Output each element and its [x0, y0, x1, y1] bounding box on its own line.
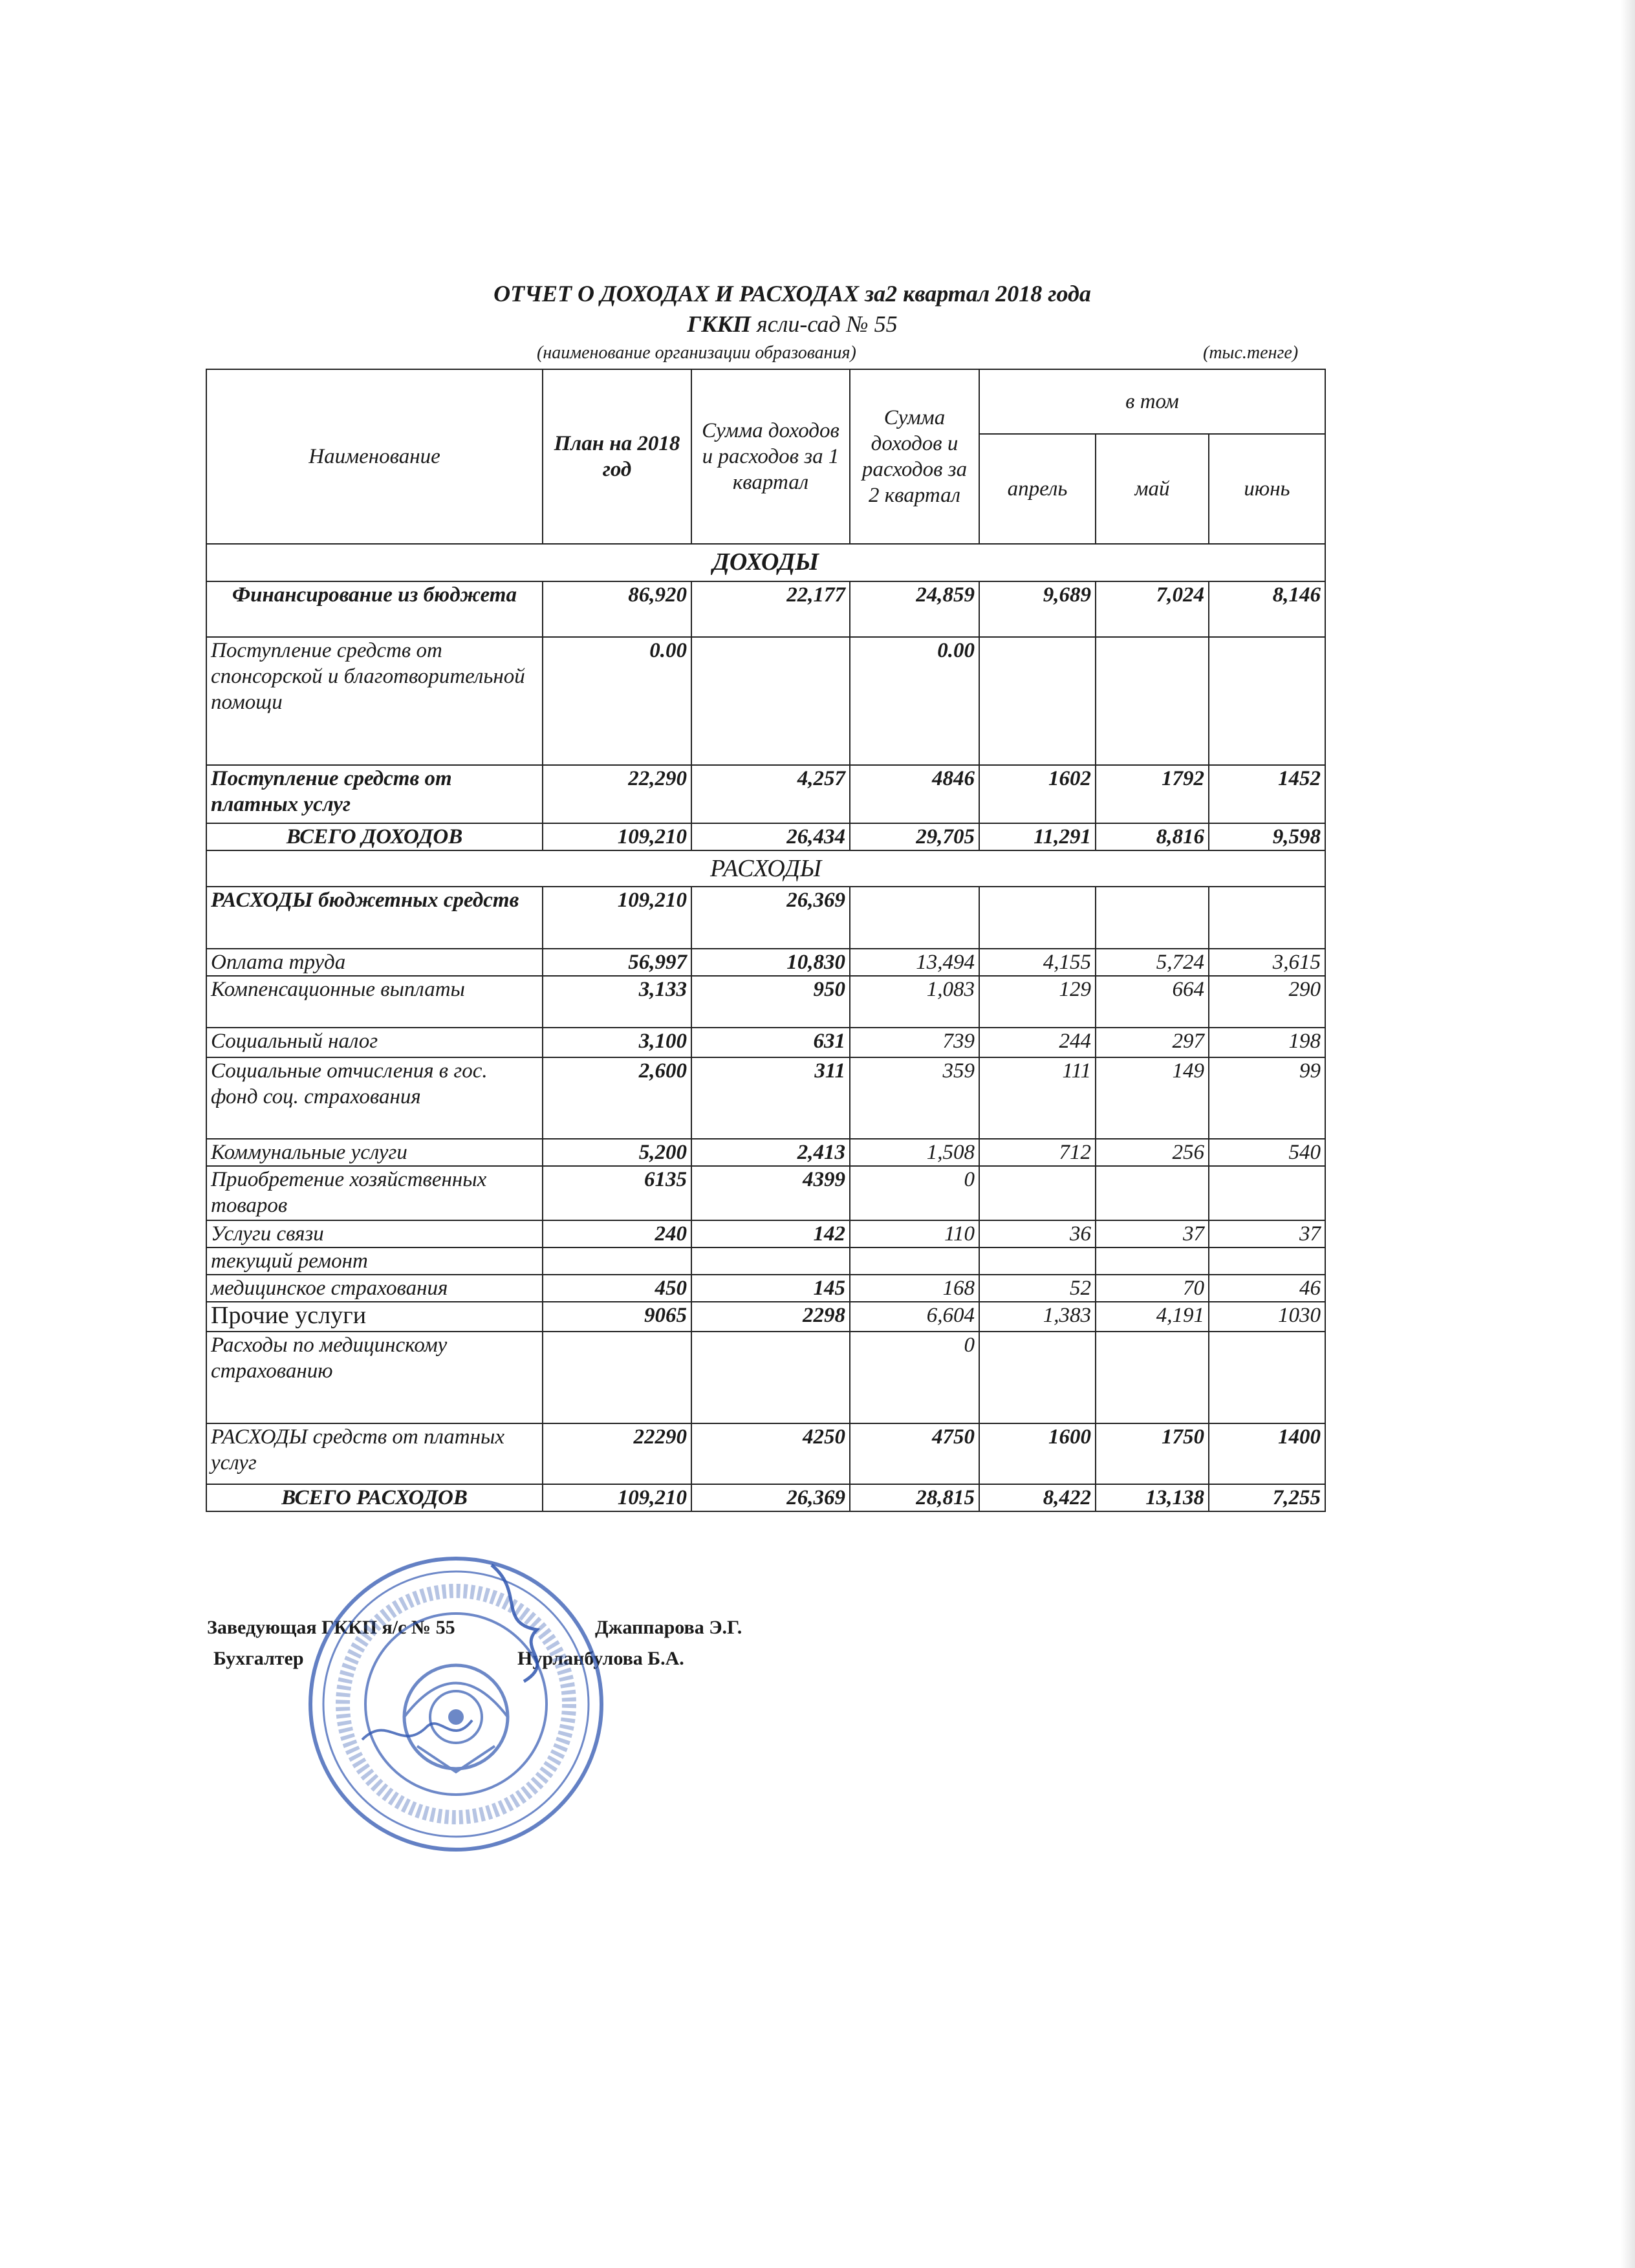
table-row	[206, 887, 1325, 949]
cell-april	[979, 1332, 1096, 1423]
row-name: Поступление средств от платных услуг	[206, 765, 543, 823]
cell-june: 37	[1209, 1220, 1325, 1247]
cell-april: 8,422	[979, 1484, 1096, 1511]
cell-may	[1096, 1332, 1209, 1423]
row-name: РАСХОДЫ средств от платных услуг	[206, 1423, 543, 1484]
row-name: Расходы по медицинскому страхованию	[206, 1332, 543, 1423]
cell-plan: 109,210	[543, 887, 691, 949]
cell-q1: 4250	[691, 1423, 850, 1484]
cell-q2: 359	[850, 1057, 979, 1139]
table-row	[206, 1423, 1325, 1484]
cell-plan: 22290	[543, 1423, 691, 1484]
cell-june: 8,146	[1209, 581, 1325, 637]
accountant-name: Нурланбулова Б.А.	[517, 1648, 684, 1669]
cell-april: 111	[979, 1057, 1096, 1139]
cell-april: 1600	[979, 1423, 1096, 1484]
col-header-plan: План на 2018 год	[543, 369, 691, 544]
row-name: ВСЕГО РАСХОДОВ	[206, 1484, 543, 1511]
cell-q2: 110	[850, 1220, 979, 1247]
cell-q2: 13,494	[850, 949, 979, 976]
stamp-middle-ring	[323, 1571, 589, 1837]
col-header-q2: Сумма доходов и расходов за 2 квартал	[850, 369, 979, 544]
cell-q1: 10,830	[691, 949, 850, 976]
cell-plan: 240	[543, 1220, 691, 1247]
row-name: Финансирование из бюджета	[206, 581, 543, 637]
cell-may: 5,724	[1096, 949, 1209, 976]
table-row-total	[206, 823, 1325, 850]
cell-may: 664	[1096, 976, 1209, 1028]
cell-june	[1209, 1332, 1325, 1423]
cell-q1	[691, 1332, 850, 1423]
cell-june: 46	[1209, 1275, 1325, 1302]
cell-april: 244	[979, 1028, 1096, 1057]
cell-plan: 2,600	[543, 1057, 691, 1139]
organization-line	[194, 309, 1391, 339]
cell-q2: 168	[850, 1275, 979, 1302]
cell-q2: 0.00	[850, 637, 979, 765]
table-row	[206, 1057, 1325, 1139]
cell-june: 1030	[1209, 1302, 1325, 1332]
cell-april: 52	[979, 1275, 1096, 1302]
cell-may	[1096, 1166, 1209, 1220]
col-header-in-that: в том	[979, 369, 1325, 434]
table-row	[206, 1275, 1325, 1302]
table-row	[206, 1028, 1325, 1057]
cell-q1	[691, 637, 850, 765]
cell-may: 37	[1096, 1220, 1209, 1247]
cell-q2: 28,815	[850, 1484, 979, 1511]
cell-q2: 1,508	[850, 1139, 979, 1166]
cell-q1: 4399	[691, 1166, 850, 1220]
row-name: ВСЕГО ДОХОДОВ	[206, 823, 543, 850]
cell-plan: 22,290	[543, 765, 691, 823]
cell-plan: 56,997	[543, 949, 691, 976]
table-row	[206, 1166, 1325, 1220]
cell-q1: 631	[691, 1028, 850, 1057]
col-header-may: май	[1096, 434, 1209, 544]
cell-q1: 2,413	[691, 1139, 850, 1166]
cell-may: 70	[1096, 1275, 1209, 1302]
cell-q1: 2298	[691, 1302, 850, 1332]
cell-plan: 109,210	[543, 823, 691, 850]
cell-may: 4,191	[1096, 1302, 1209, 1332]
cell-plan: 0.00	[543, 637, 691, 765]
cell-plan	[543, 1332, 691, 1423]
table-row	[206, 1247, 1325, 1275]
cell-q2: 4846	[850, 765, 979, 823]
cell-april: 4,155	[979, 949, 1096, 976]
cell-q1: 142	[691, 1220, 850, 1247]
table-row	[206, 765, 1325, 823]
head-title: Заведующая ГККП я/с № 55	[207, 1617, 455, 1638]
cell-may: 8,816	[1096, 823, 1209, 850]
table-row	[206, 1302, 1325, 1332]
cell-q1: 26,369	[691, 887, 850, 949]
table-row-total	[206, 1484, 1325, 1511]
cell-q1	[691, 1247, 850, 1275]
row-name: текущий ремонт	[206, 1247, 543, 1275]
section-expenses: РАСХОДЫ	[206, 850, 1325, 887]
head-name: Джаппарова Э.Г.	[595, 1617, 742, 1638]
table-row	[206, 581, 1325, 637]
cell-plan: 3,133	[543, 976, 691, 1028]
page-edge-shadow	[1621, 0, 1635, 2268]
cell-q2: 739	[850, 1028, 979, 1057]
cell-june: 198	[1209, 1028, 1325, 1057]
table-row	[206, 976, 1325, 1028]
cell-may	[1096, 887, 1209, 949]
cell-may: 13,138	[1096, 1484, 1209, 1511]
cell-plan: 3,100	[543, 1028, 691, 1057]
cell-q2: 4750	[850, 1423, 979, 1484]
cell-q1: 22,177	[691, 581, 850, 637]
cell-plan: 9065	[543, 1302, 691, 1332]
report-title: ОТЧЕТ О ДОХОДАХ И РАСХОДАХ за2 квартал 2018 года	[493, 281, 1091, 307]
org-note: (наименование организации образования)	[537, 343, 856, 363]
table-row	[206, 1332, 1325, 1423]
cell-may	[1096, 1247, 1209, 1275]
cell-plan: 86,920	[543, 581, 691, 637]
report-table	[206, 369, 1326, 1512]
cell-q2: 0	[850, 1166, 979, 1220]
cell-may: 7,024	[1096, 581, 1209, 637]
stamp-emblem	[404, 1665, 508, 1772]
stamp-text-band	[343, 1591, 569, 1817]
cell-q2: 6,604	[850, 1302, 979, 1332]
row-name: Компенсационные выплаты	[206, 976, 543, 1028]
col-header-q1: Сумма доходов и расходов за 1 квартал	[691, 369, 850, 544]
report-header	[194, 278, 1391, 339]
cell-june: 1452	[1209, 765, 1325, 823]
cell-april: 1,383	[979, 1302, 1096, 1332]
row-name: медицинское страхования	[206, 1275, 543, 1302]
cell-june: 7,255	[1209, 1484, 1325, 1511]
row-name: Прочие услуги	[206, 1302, 543, 1332]
cell-q2	[850, 887, 979, 949]
cell-june: 290	[1209, 976, 1325, 1028]
cell-may: 1792	[1096, 765, 1209, 823]
cell-q2: 1,083	[850, 976, 979, 1028]
official-stamp-seal	[304, 1552, 608, 1856]
cell-may: 1750	[1096, 1423, 1209, 1484]
cell-plan: 5,200	[543, 1139, 691, 1166]
row-name: РАСХОДЫ бюджетных средств	[206, 887, 543, 949]
row-name: Приобретение хозяйственных товаров	[206, 1166, 543, 1220]
cell-may	[1096, 637, 1209, 765]
row-name: Социальные отчисления в гос. фонд соц. страхования	[206, 1057, 543, 1139]
col-header-name: Наименование	[206, 369, 543, 544]
cell-may: 256	[1096, 1139, 1209, 1166]
cell-q1: 26,369	[691, 1484, 850, 1511]
table-row	[206, 637, 1325, 765]
cell-may: 149	[1096, 1057, 1209, 1139]
cell-plan: 109,210	[543, 1484, 691, 1511]
cell-june	[1209, 637, 1325, 765]
cell-april: 129	[979, 976, 1096, 1028]
org-name: ясли-сад № 55	[756, 311, 898, 337]
cell-april: 11,291	[979, 823, 1096, 850]
cell-june	[1209, 887, 1325, 949]
cell-may: 297	[1096, 1028, 1209, 1057]
accountant-title: Бухгалтер	[213, 1648, 304, 1669]
cell-q2: 24,859	[850, 581, 979, 637]
cell-april: 712	[979, 1139, 1096, 1166]
cell-q2: 29,705	[850, 823, 979, 850]
cell-plan: 6135	[543, 1166, 691, 1220]
cell-april	[979, 1247, 1096, 1275]
table-header	[206, 369, 1325, 544]
cell-june: 540	[1209, 1139, 1325, 1166]
cell-q1: 4,257	[691, 765, 850, 823]
cell-june: 1400	[1209, 1423, 1325, 1484]
cell-q1: 26,434	[691, 823, 850, 850]
table-body	[206, 544, 1325, 1511]
table-row	[206, 1139, 1325, 1166]
cell-june	[1209, 1166, 1325, 1220]
cell-june: 99	[1209, 1057, 1325, 1139]
unit-note: (тыс.тенге)	[1203, 343, 1299, 363]
cell-april	[979, 637, 1096, 765]
cell-q2	[850, 1247, 979, 1275]
cell-q2: 0	[850, 1332, 979, 1423]
cell-june: 9,598	[1209, 823, 1325, 850]
cell-q1: 950	[691, 976, 850, 1028]
table-row	[206, 1220, 1325, 1247]
cell-april: 1602	[979, 765, 1096, 823]
org-prefix: ГККП	[687, 311, 751, 337]
cell-june: 3,615	[1209, 949, 1325, 976]
row-name: Услуги связи	[206, 1220, 543, 1247]
cell-april	[979, 1166, 1096, 1220]
cell-june	[1209, 1247, 1325, 1275]
cell-q1: 311	[691, 1057, 850, 1139]
col-header-april: апрель	[979, 434, 1096, 544]
stamp-outer-ring	[310, 1559, 601, 1850]
row-name: Коммунальные услуги	[206, 1139, 543, 1166]
cell-plan: 450	[543, 1275, 691, 1302]
cell-q1: 145	[691, 1275, 850, 1302]
cell-april: 36	[979, 1220, 1096, 1247]
table-row	[206, 949, 1325, 976]
row-name: Поступление средств от спонсорской и благотворительной помощи	[206, 637, 543, 765]
row-name: Социальный налог	[206, 1028, 543, 1057]
col-header-june: июнь	[1209, 434, 1325, 544]
cell-april: 9,689	[979, 581, 1096, 637]
section-income: ДОХОДЫ	[206, 544, 1325, 581]
cell-april	[979, 887, 1096, 949]
row-name: Оплата труда	[206, 949, 543, 976]
cell-plan	[543, 1247, 691, 1275]
